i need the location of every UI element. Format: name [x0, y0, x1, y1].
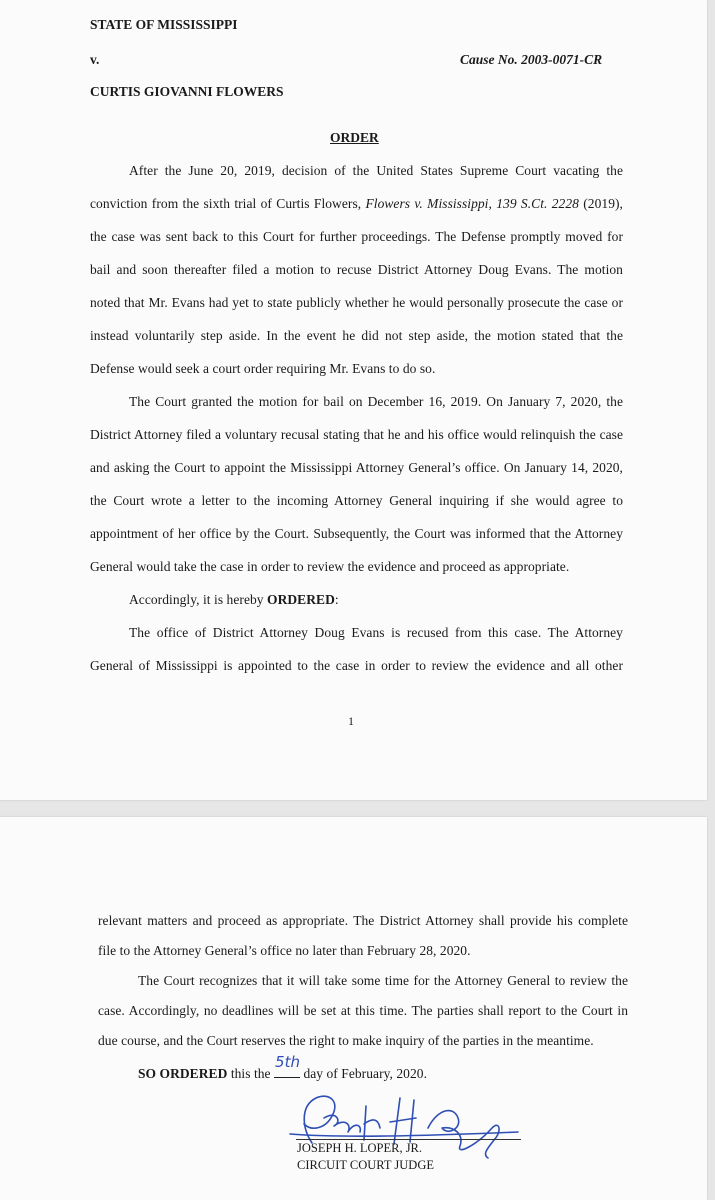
paragraph-5-line: relevant matters and proceed as appropriate. The District Attorney shall provide his complete — [98, 913, 628, 928]
paragraph-2-line: District Attorney filed a voluntary recusal stating that he and his office would relinquish the case — [90, 427, 623, 442]
handwritten-day: 5th — [275, 1053, 301, 1071]
paragraph-1-line: noted that Mr. Evans had yet to state publicly whether he would personally prosecute the case or — [90, 295, 623, 310]
signature-line — [296, 1139, 521, 1140]
paragraph-1-line: bail and soon thereafter filed a motion to recuse District Attorney Doug Evans. The motion — [90, 262, 623, 277]
cause-number: Cause No. 2003-0071-CR — [460, 52, 603, 67]
text-segment: conviction from the sixth trial of Curtis Flowers, — [90, 196, 366, 211]
paragraph-1-line: Defense would seek a court order requiring Mr. Evans to do so. — [90, 361, 436, 376]
text-segment: this the — [227, 1066, 275, 1081]
judge-name: JOSEPH H. LOPER, JR. — [297, 1141, 423, 1155]
order-title: ORDER — [330, 130, 379, 145]
paragraph-6-line: due course, and the Court reserves the right to make inquiry of the parties in the meantime. — [98, 1033, 594, 1048]
paragraph-5-line: file to the Attorney General’s office no later than February 28, 2020. — [98, 943, 471, 958]
paragraph-1-line: After the June 20, 2019, decision of the United States Supreme Court vacating the — [129, 163, 623, 178]
text-segment: day of February, 2020. — [300, 1066, 428, 1081]
caption-plaintiff: STATE OF MISSISSIPPI — [90, 17, 238, 32]
paragraph-6-line: The Court recognizes that it will take some time for the Attorney General to review the — [138, 973, 628, 988]
paragraph-2-line: the Court wrote a letter to the incoming Attorney General inquiring if she would agree to — [90, 493, 623, 508]
signature-stroke — [390, 1098, 416, 1144]
paragraph-1-line: the case was sent back to this Court for further proceedings. The Defense promptly moved for — [90, 229, 623, 244]
signature-stroke — [364, 1106, 380, 1140]
case-citation: Flowers v. Mississippi, 139 S.Ct. 2228 — [365, 196, 579, 211]
ordered-keyword: ORDERED — [267, 592, 335, 607]
paragraph-2-line: The Court granted the motion for bail on December 16, 2019. On January 7, 2020, the — [129, 394, 623, 409]
paragraph-1-line: instead voluntarily step aside. In the event he did not step aside, the motion stated that the — [90, 328, 623, 343]
ordered-line — [129, 592, 339, 608]
paragraph-2-line: appointment of her office by the Court. Subsequently, the Court was informed that the Attorney — [90, 526, 623, 541]
page-number: 1 — [348, 714, 354, 728]
paragraph-4-line: The office of District Attorney Doug Evans is recused from this case. The Attorney — [129, 625, 623, 640]
text-segment: (2019), — [578, 196, 623, 211]
paragraph-2-line: and asking the Court to appoint the Mississippi Attorney General’s office. On January 14, 2020, — [90, 460, 623, 475]
caption-versus: v. — [90, 52, 100, 67]
paragraph-6-line: case. Accordingly, no deadlines will be set at this time. The parties shall report to the Court in — [98, 1003, 628, 1018]
paragraph-4-line: General of Mississippi is appointed to the case in order to review the evidence and all other — [90, 658, 623, 673]
judge-title: CIRCUIT COURT JUDGE — [297, 1158, 434, 1172]
day-blank — [274, 1053, 301, 1078]
caption-defendant: CURTIS GIOVANNI FLOWERS — [90, 84, 284, 99]
text-segment: : — [334, 592, 339, 607]
so-ordered-line — [138, 1053, 428, 1082]
text-segment: Accordingly, it is hereby — [129, 592, 268, 607]
so-ordered-keyword: SO ORDERED — [138, 1066, 228, 1081]
paragraph-1-line — [90, 196, 623, 212]
paragraph-2-line: General would take the case in order to review the evidence and proceed as appropriate. — [90, 559, 570, 574]
signature-stroke — [324, 1115, 360, 1132]
